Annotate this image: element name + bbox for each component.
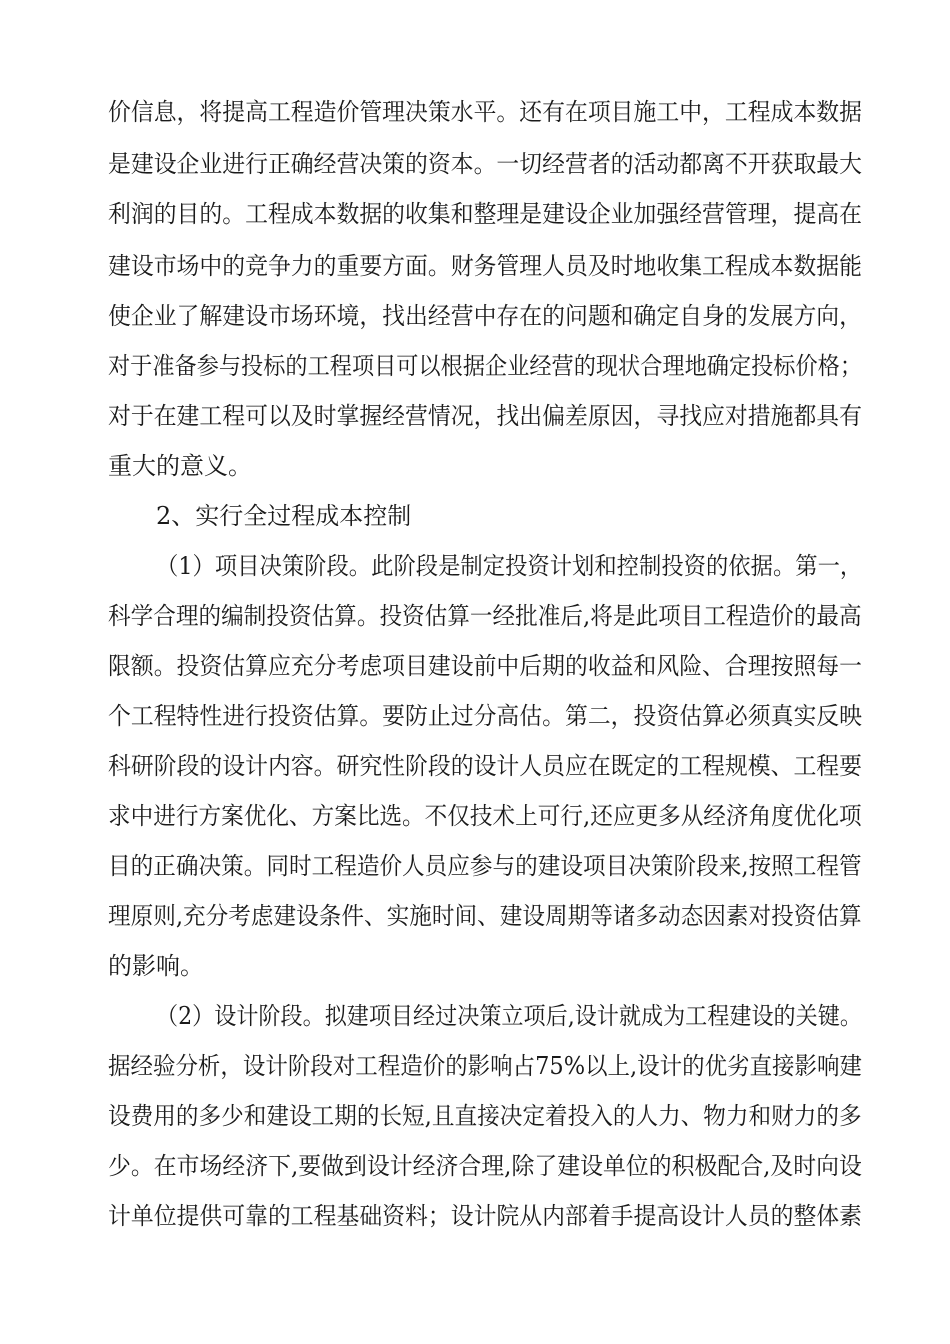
section-heading: 2、实行全过程成本控制: [156, 502, 412, 530]
paragraph-line: 科学合理的编制投资估算。投资估算一经批准后,将是此项目工程造价的最高: [108, 602, 862, 630]
paragraph-line: 求中进行方案优化、方案比选。不仅技术上可行,还应更多从经济角度优化项: [108, 802, 862, 830]
paragraph-line: （2）设计阶段。拟建项目经过决策立项后,设计就成为工程建设的关键。: [156, 1002, 862, 1030]
paragraph-line: 据经验分析，设计阶段对工程造价的影响占75%以上,设计的优劣直接影响建: [108, 1052, 862, 1080]
paragraph-line: 少。在市场经济下,要做到设计经济合理,除了建设单位的积极配合,及时向设: [108, 1152, 862, 1180]
paragraph-line: 限额。投资估算应充分考虑项目建设前中后期的收益和风险、合理按照每一: [108, 652, 862, 680]
paragraph-line: 建设市场中的竞争力的重要方面。财务管理人员及时地收集工程成本数据能: [108, 252, 862, 280]
paragraph-line: 的影响。: [108, 952, 204, 980]
paragraph-line: 对于准备参与投标的工程项目可以根据企业经营的现状合理地确定投标价格；: [108, 352, 862, 380]
paragraph-line: 计单位提供可靠的工程基础资料；设计院从内部着手提高设计人员的整体素: [108, 1202, 862, 1230]
paragraph-line: 使企业了解建设市场环境，找出经营中存在的问题和确定自身的发展方向，: [108, 302, 862, 330]
paragraph-line: 个工程特性进行投资估算。要防止过分高估。第二，投资估算必须真实反映: [108, 702, 862, 730]
paragraph-line: 利润的目的。工程成本数据的收集和整理是建设企业加强经营管理，提高在: [108, 200, 862, 228]
paragraph-line: 设费用的多少和建设工期的长短,且直接决定着投入的人力、物力和财力的多: [108, 1102, 862, 1130]
paragraph-line: 价信息，将提高工程造价管理决策水平。还有在项目施工中，工程成本数据: [108, 98, 862, 126]
paragraph-line: 科研阶段的设计内容。研究性阶段的设计人员应在既定的工程规模、工程要: [108, 752, 862, 780]
paragraph-line: 对于在建工程可以及时掌握经营情况，找出偏差原因，寻找应对措施都具有: [108, 402, 862, 430]
paragraph-line: 重大的意义。: [108, 452, 252, 480]
paragraph-line: （1）项目决策阶段。此阶段是制定投资计划和控制投资的依据。第一，: [156, 552, 863, 580]
paragraph-line: 理原则,充分考虑建设条件、实施时间、建设周期等诸多动态因素对投资估算: [108, 902, 862, 930]
paragraph-line: 是建设企业进行正确经营决策的资本。一切经营者的活动都离不开获取最大: [108, 150, 862, 178]
paragraph-line: 目的正确决策。同时工程造价人员应参与的建设项目决策阶段来,按照工程管: [108, 852, 862, 880]
